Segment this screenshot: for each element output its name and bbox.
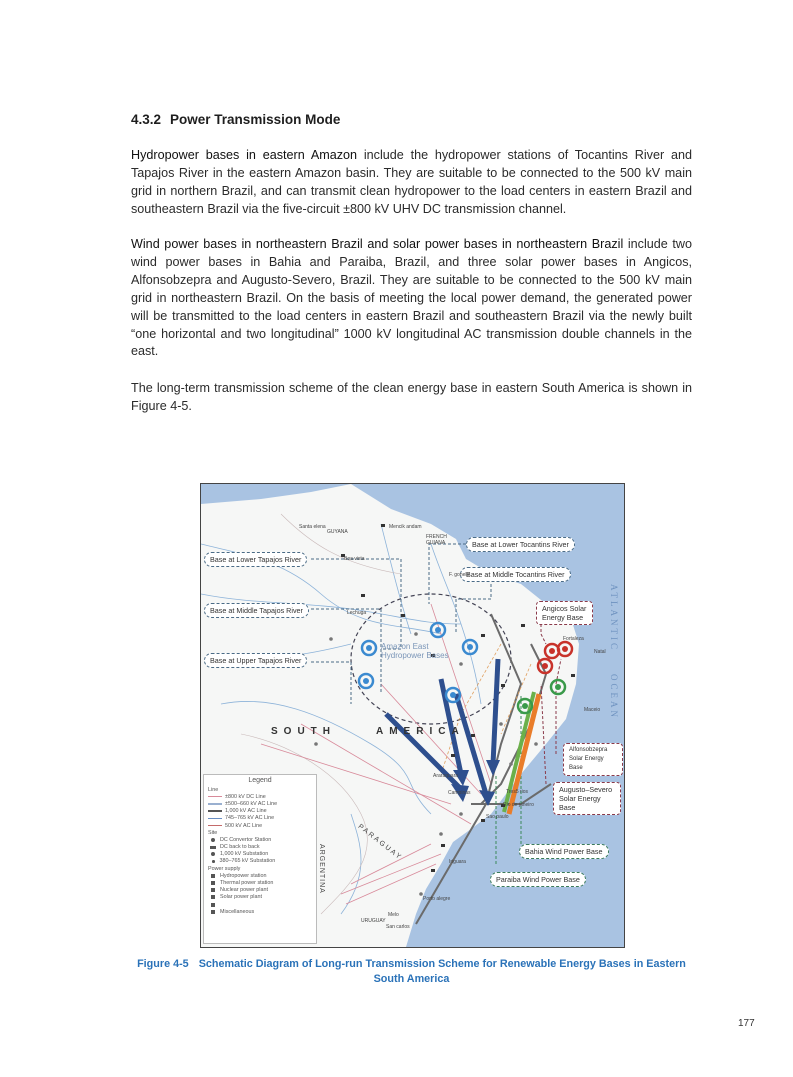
- legend-site-item: [208, 851, 312, 858]
- label-alfonsobzepra-solar-base: Alfonsobzepra Solar Energy Base: [563, 743, 623, 776]
- legend-line-item: [208, 822, 312, 829]
- section-heading: [131, 112, 340, 127]
- transmission-map-figure: [200, 483, 625, 948]
- map-city: Santa elena: [299, 524, 326, 530]
- legend-line-item: [208, 815, 312, 822]
- converter-station-icon: [211, 838, 215, 842]
- map-label-french-guiana: FRENCH GUIANA: [426, 534, 447, 546]
- legend-site-item: [208, 836, 312, 843]
- legend-label: Miscellaneous: [220, 908, 255, 915]
- legend-site-item: [208, 844, 312, 851]
- map-city: Maceio: [584, 707, 601, 713]
- map-city: Boa vista: [344, 556, 365, 562]
- legend-label: Solar power plant: [220, 894, 262, 901]
- legend-label: 1,000 kV Substation: [220, 851, 269, 858]
- legend-supply-heading: Power supply: [208, 865, 241, 872]
- legend-label: 1,000 kV AC Line: [225, 808, 267, 815]
- map-city: Tres5 rios: [506, 789, 529, 795]
- legend-supply-item: [208, 894, 312, 901]
- label-angicos-solar-base: Angicos Solar Energy Base: [536, 601, 593, 625]
- nuclear-plant-icon: [211, 888, 215, 892]
- legend-label: ±800 kV DC Line: [225, 793, 266, 800]
- paragraph-body: include two wind power bases in Bahia and Paraiba, Brazil, and three solar power bases in Angicos, Alfonsobzepra and Augusto-Severo, Brazil. They are suitable to be connected to the 500 kV main grid in northeastern Brazil. On the basis of meeting the local power demand, the generated power will be transmitted to the load centers in eastern Brazil and southeastern Brazil via the newly built “one horizontal and two longitudinal” 1000 kV longitudinal AC transmission double channels in the east.: [131, 237, 692, 359]
- legend-line-item: [208, 808, 312, 815]
- label-paraiba-wind-base: Paraiba Wind Power Base: [490, 872, 586, 887]
- label-middle-tapajos-base: Base at Middle Tapajos River: [204, 603, 309, 618]
- paragraph-wind-solar: [131, 236, 692, 361]
- legend-label: 745–765 kV AC Line: [225, 815, 275, 822]
- legend-label: Nuclear power plant: [220, 887, 268, 894]
- substation-380-765kv-icon: [212, 860, 215, 863]
- legend-line-item: [208, 793, 312, 800]
- legend-supply-item: [208, 879, 312, 886]
- legend-supply-item: [208, 901, 312, 908]
- legend-label: Thermal power station: [220, 880, 274, 887]
- legend-label: Hydropower station: [220, 872, 267, 879]
- paragraph-lead: Wind power bases in northeastern Brazil and solar power bases in northeastern Brazil: [131, 237, 624, 251]
- map-city: Sao paulo: [486, 814, 509, 820]
- hydropower-station-icon: [211, 874, 215, 878]
- line-swatch: [208, 818, 222, 819]
- label-middle-tocantins-base: Base at Middle Tocantins River: [460, 567, 571, 582]
- map-label-ocean: OCEAN: [609, 674, 619, 720]
- legend-label: 500 kV AC Line: [225, 822, 263, 829]
- line-swatch: [208, 803, 222, 804]
- map-city: Melo: [388, 912, 399, 918]
- map-city: Rio de janeiro: [503, 802, 534, 808]
- figure-number: Figure 4-5: [137, 958, 189, 970]
- map-city: Araraquara: [433, 773, 459, 779]
- label-augusto-severo-solar-base: Augusto–Severo Solar Energy Base: [553, 782, 621, 815]
- map-label-paraguay: PARAGUAY: [356, 823, 404, 862]
- legend-title: Legend: [248, 777, 272, 784]
- thermal-station-icon: [211, 881, 215, 885]
- paragraph-hydropower: [131, 147, 692, 219]
- legend-line-item: [208, 800, 312, 807]
- figure-caption-text: Schematic Diagram of Long-run Transmission Scheme for Renewable Energy Bases in Eastern South America: [198, 958, 686, 985]
- map-label-argentina: ARGENTINA: [318, 844, 325, 894]
- map-label-america: AMERICA: [376, 726, 465, 737]
- legend-site-heading: Site: [208, 829, 218, 836]
- map-city: Natal: [594, 649, 606, 655]
- map-city: Fortaleza: [563, 636, 584, 642]
- legend-supply-item: [208, 887, 312, 894]
- map-label-atlantic: ATLANTIC: [609, 584, 619, 652]
- wind-plant-icon: [211, 903, 215, 907]
- map-legend: [203, 774, 317, 944]
- back-to-back-icon: [210, 846, 216, 849]
- page-number: 177: [738, 1018, 755, 1029]
- label-upper-tapajos-base: Base at Upper Tapajos River: [204, 653, 307, 668]
- legend-label: 380–765 kV Substation: [219, 858, 276, 865]
- map-label-south: SOUTH: [271, 726, 336, 737]
- map-city: Porto alegre: [423, 896, 451, 902]
- figure-caption: [131, 957, 692, 987]
- paragraph-body: The long-term transmission scheme of the clean energy base in eastern South America is shown in Figure 4-5.: [131, 381, 692, 413]
- map-label-guyana: GUYANA: [327, 529, 348, 535]
- legend-label: DC back to back: [220, 844, 260, 851]
- legend-label: DC Convertor Station: [220, 836, 272, 843]
- map-city: F. gonelo: [449, 572, 470, 578]
- section-number: 4.3.2: [131, 112, 162, 127]
- legend-label: ±500–660 kV AC Line: [225, 800, 278, 807]
- label-lower-tapajos-base: Base at Lower Tapajos River: [204, 552, 307, 567]
- paragraph-figure-ref: [131, 380, 692, 416]
- paragraph-lead: Hydropower bases in eastern Amazon: [131, 148, 358, 162]
- legend-site-item: [208, 858, 312, 865]
- section-title: Power Transmission Mode: [170, 112, 341, 127]
- label-bahia-wind-base: Bahia Wind Power Base: [519, 844, 609, 859]
- map-city: Lechuga: [347, 610, 367, 616]
- legend-supply-item: [208, 872, 312, 879]
- map-label-hydro-bases: Amazon East Hydropower Bases: [381, 642, 449, 660]
- map-city: San carlos: [386, 924, 410, 930]
- line-swatch: [208, 825, 222, 826]
- solar-plant-icon: [211, 895, 215, 899]
- line-swatch: [208, 810, 222, 812]
- legend-supply-item: [208, 908, 312, 915]
- line-swatch: [208, 796, 222, 797]
- map-city: Iriguara: [449, 859, 466, 865]
- map-city: Campinas: [448, 790, 471, 796]
- legend-line-heading: Line: [208, 786, 219, 793]
- map-label-uruguay: URUGUAY: [361, 918, 386, 924]
- label-lower-tocantins-base: Base at Lower Tocantins River: [466, 537, 575, 552]
- paragraph-body: include the hydropower stations of Tocantins River and Tapajos River in the eastern Amazon basin. They are suitable to be connected to the 500 kV main grid in northern Brazil, and can transmit clean hydropower to the load centers in eastern Brazil and southeastern Brazil via the five-circuit ±800 kV UHV DC transmission channel.: [131, 148, 692, 216]
- substation-1000kv-icon: [211, 852, 215, 856]
- miscellaneous-icon: [211, 910, 215, 914]
- map-city: Mencik andam: [389, 524, 422, 530]
